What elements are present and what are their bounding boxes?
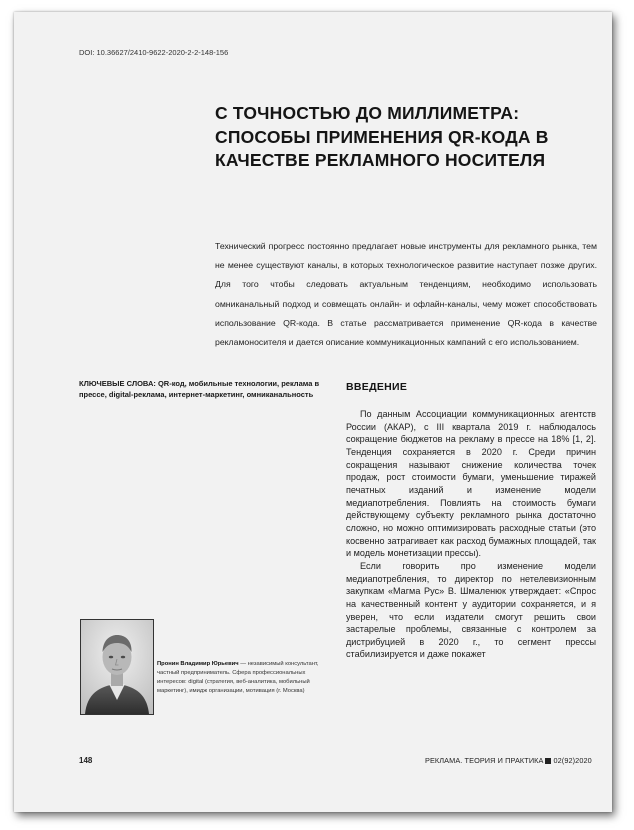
author-description: — независимый консультант, частный предприниматель. Сфера профессиональных интересов: digital (стратегия, веб-аналитика, мобильный маркетинг), имидж организации, мотивация (г. Москва): [157, 661, 319, 694]
page-number: 148: [79, 756, 93, 765]
doi-line: DOI: 10.36627/2410-9622-2020-2-2-148-156: [79, 48, 229, 57]
author-bio: [157, 660, 327, 696]
journal-name: РЕКЛАМА. ТЕОРИЯ И ПРАКТИКА: [425, 756, 544, 765]
article-title: С ТОЧНОСТЬЮ ДО МИЛЛИМЕТРА: СПОСОБЫ ПРИМЕНЕНИЯ QR-КОДА В КАЧЕСТВЕ РЕКЛАМНОГО НОСИТЕЛЯ: [215, 103, 549, 170]
issue-number: 02(92)2020: [553, 756, 592, 765]
section-heading: ВВЕДЕНИЕ: [346, 381, 408, 393]
author-photo: [80, 619, 154, 715]
body-paragraph: По данным Ассоциации коммуникационных агентств России (АКАР), с III квартала 2019 г. наблюдалось сокращение бюджетов на рекламу в прессе на 18% [1, 2]. Тенденция сохраняется в 2020 г. Среди причин сокращения называют снижение количества точек продаж, рост стоимости бумаги, уменьшение тиражей печатных изданий и изменение модели медиапотребления. Повлиять на стоимость бумаги действующему субъекту рекламного рынка достаточно сложно, но можно оптимизировать расходные статьи (это косвенно затрагивает как расход бумажных площадей, так и модель монетизации прессы).: [346, 409, 596, 559]
article-page: [14, 12, 612, 812]
abstract: Технический прогресс постоянно предлагает новые инструменты для рекламного рынка, тем не менее существуют каналы, в которых технологическое развитие наступает позже других. Для того чтобы следовать актуальным тенденциям, необходимо использовать омниканальный подход и совмещать онлайн- и офлайн-каналы, чему может способствовать использование QR-кода. В статье рассматривается применение QR-кода в качестве рекламоносителя и дается описание коммуникационных кампаний с его использованием.: [215, 241, 597, 348]
body-text: [346, 408, 596, 661]
journal-footer: [425, 756, 592, 765]
author-name: Пронин Владимир Юрьевич: [157, 661, 239, 667]
body-paragraph: Если говорить про изменение модели медиапотребления, то директор по нетелевизионным закупкам «Магма Рус» В. Шмаленюк утверждает: «Спрос на качественный контент у аудитории сохраняется, и я уверен, что если издатели смогут решить свои застарелые проблемы, связанные с контролем за дистрибуцией в 2020 г., то сегмент прессы стабилизируется и даже покажет: [346, 560, 596, 660]
right-column: [346, 381, 596, 661]
square-bullet-icon: [545, 758, 551, 764]
keywords: КЛЮЧЕВЫЕ СЛОВА: QR-код, мобильные технологии, реклама в прессе, digital-реклама, интернет-маркетинг, омниканальность: [79, 379, 320, 400]
